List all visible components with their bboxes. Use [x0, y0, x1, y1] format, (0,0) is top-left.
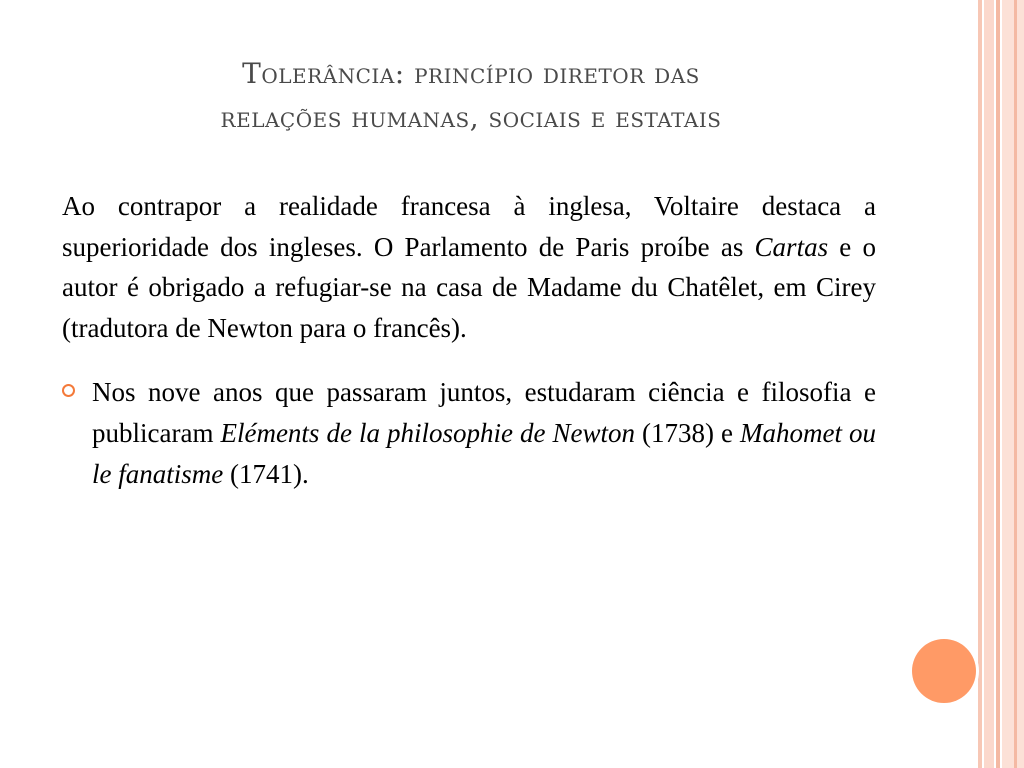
bullet-italic-mahomet: Mahomet ou le fanatisme: [92, 417, 876, 489]
decorative-stripe: [1014, 0, 1017, 768]
decorative-circle: [912, 639, 976, 703]
paragraph-text-2: e o autor é obrigado a refugiar-se na casa de Madame du Chatêlet, em Cirey (tradutora de Newton para o francês).: [62, 231, 876, 343]
intro-paragraph: [62, 186, 876, 348]
bullet-italic-elements: Eléments de la philosophie de Newton: [220, 417, 635, 448]
decorative-stripe: [978, 0, 982, 768]
paragraph-text-1: Ao contrapor a realidade francesa à inglesa, Voltaire destaca a superioridade dos ingleses. O Parlamento de Paris proíbe as: [62, 191, 876, 262]
bullet-text-2: (1738) e: [634, 417, 740, 448]
slide-title: [60, 52, 882, 140]
bullet-item: [62, 372, 876, 494]
bullet-circle-icon: [62, 384, 75, 397]
bullet-text-1: Nos nove anos que passaram juntos, estudaram ciência e filosofia e publicaram: [92, 377, 876, 448]
paragraph-italic-cartas: Cartas: [754, 231, 829, 262]
title-line-2: relações humanas, sociais e estatais: [220, 101, 722, 134]
decorative-stripe: [984, 0, 994, 768]
decorative-stripe: [1002, 0, 1024, 768]
title-line-1: Tolerância: princípio diretor das: [242, 57, 700, 90]
decorative-stripe: [996, 0, 1000, 768]
bullet-text: [92, 372, 876, 494]
slide-body: [62, 186, 876, 494]
bullet-text-3: (1741).: [223, 458, 309, 489]
